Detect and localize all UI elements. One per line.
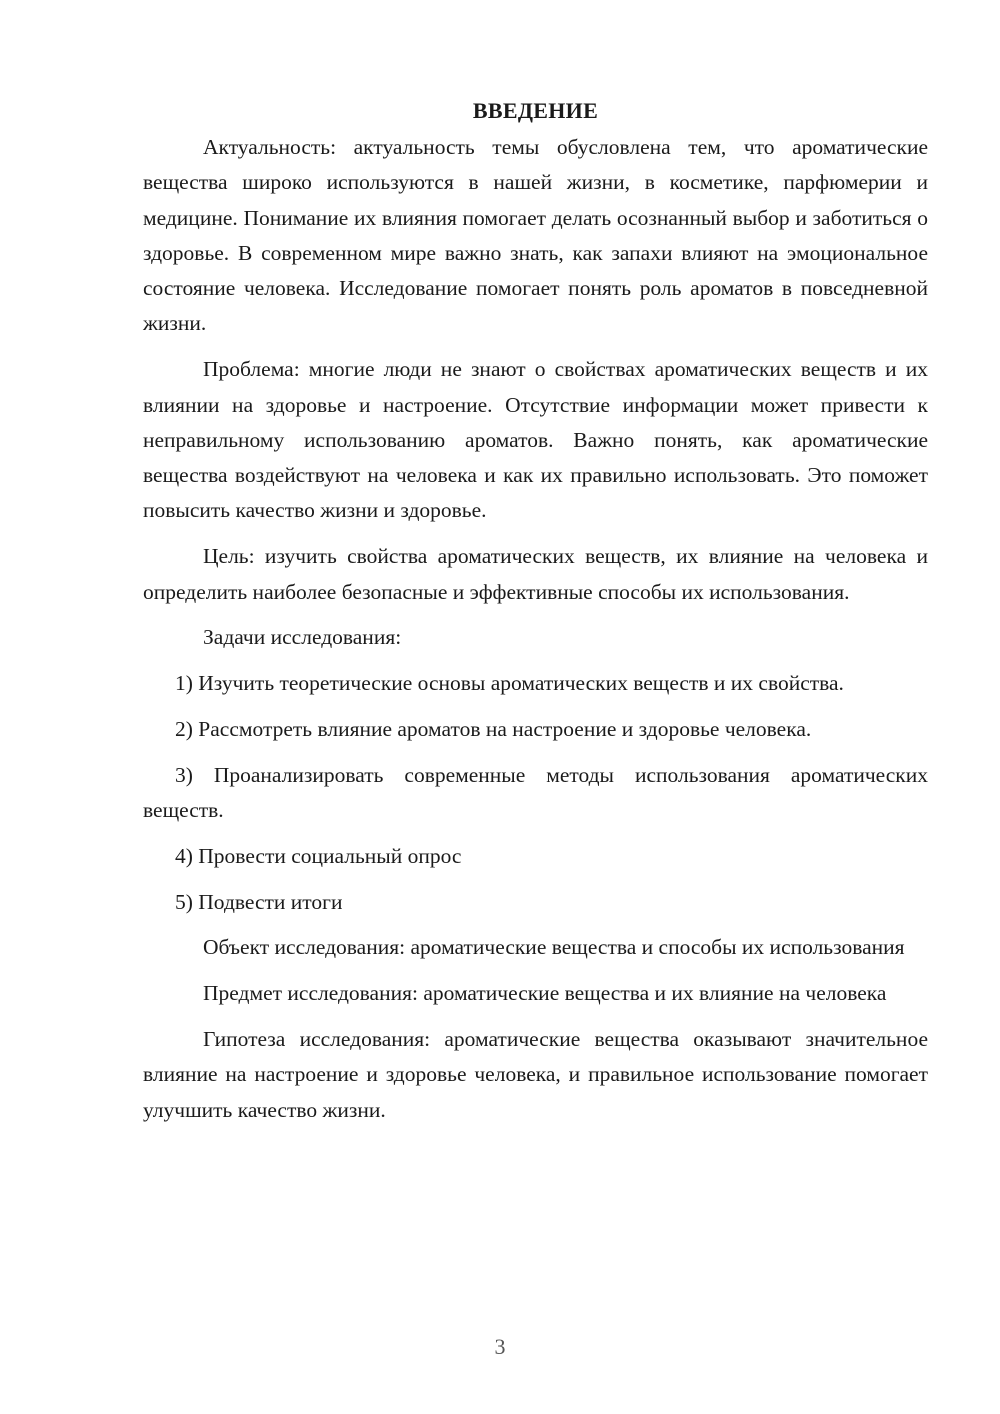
paragraph-object: Объект исследования: ароматические вещества и способы их использования	[203, 935, 905, 960]
paragraph-relevance: Актуальность: актуальность темы обусловлена тем, что ароматические вещества широко используются в нашей жизни, в косметике, парфюмерии и медицине. Понимание их влияния помогает делать осознанный выбор и заботиться о здоровье. В современном мире важно знать, как запахи влияют на эмоциональное состояние человека. Исследование помогает понять роль ароматов в повседневной жизни.	[143, 135, 928, 336]
paragraph-tasks-heading: Задачи исследования:	[203, 625, 402, 650]
paragraph-subject: Предмет исследования: ароматические вещества и их влияние на человека	[203, 981, 887, 1006]
paragraph-hypothesis: Гипотеза исследования: ароматические вещества оказывают значительное влияние на настроение и здоровье человека, и правильное использование помогает улучшить качество жизни.	[143, 1027, 928, 1122]
task-item-4: 4) Провести социальный опрос	[175, 843, 462, 868]
document-title: ВВЕДЕНИЕ	[472, 98, 599, 123]
task-item-5: 5) Подвести итоги	[175, 889, 343, 914]
task-item-2: 2) Рассмотреть влияние ароматов на настроение и здоровье человека.	[175, 716, 812, 741]
task-item-1: 1) Изучить теоретические основы ароматических веществ и их свойства.	[175, 671, 844, 696]
document-page	[143, 96, 928, 1128]
paragraph-goal: Цель: изучить свойства ароматических веществ, их влияние на человека и определить наиболее безопасные и эффективные способы их использования.	[143, 544, 928, 604]
task-item-3: 3) Проанализировать современные методы использования ароматических веществ.	[143, 762, 928, 823]
page-number: 3	[494, 1334, 506, 1359]
paragraph-problem: Проблема: многие люди не знают о свойствах ароматических веществ и их влиянии на здоровье и настроение. Отсутствие информации может привести к неправильному использованию ароматов. Важно понять, как ароматические вещества воздействуют на человека и как их правильно использовать. Это поможет повысить качество жизни и здоровье.	[143, 357, 928, 523]
